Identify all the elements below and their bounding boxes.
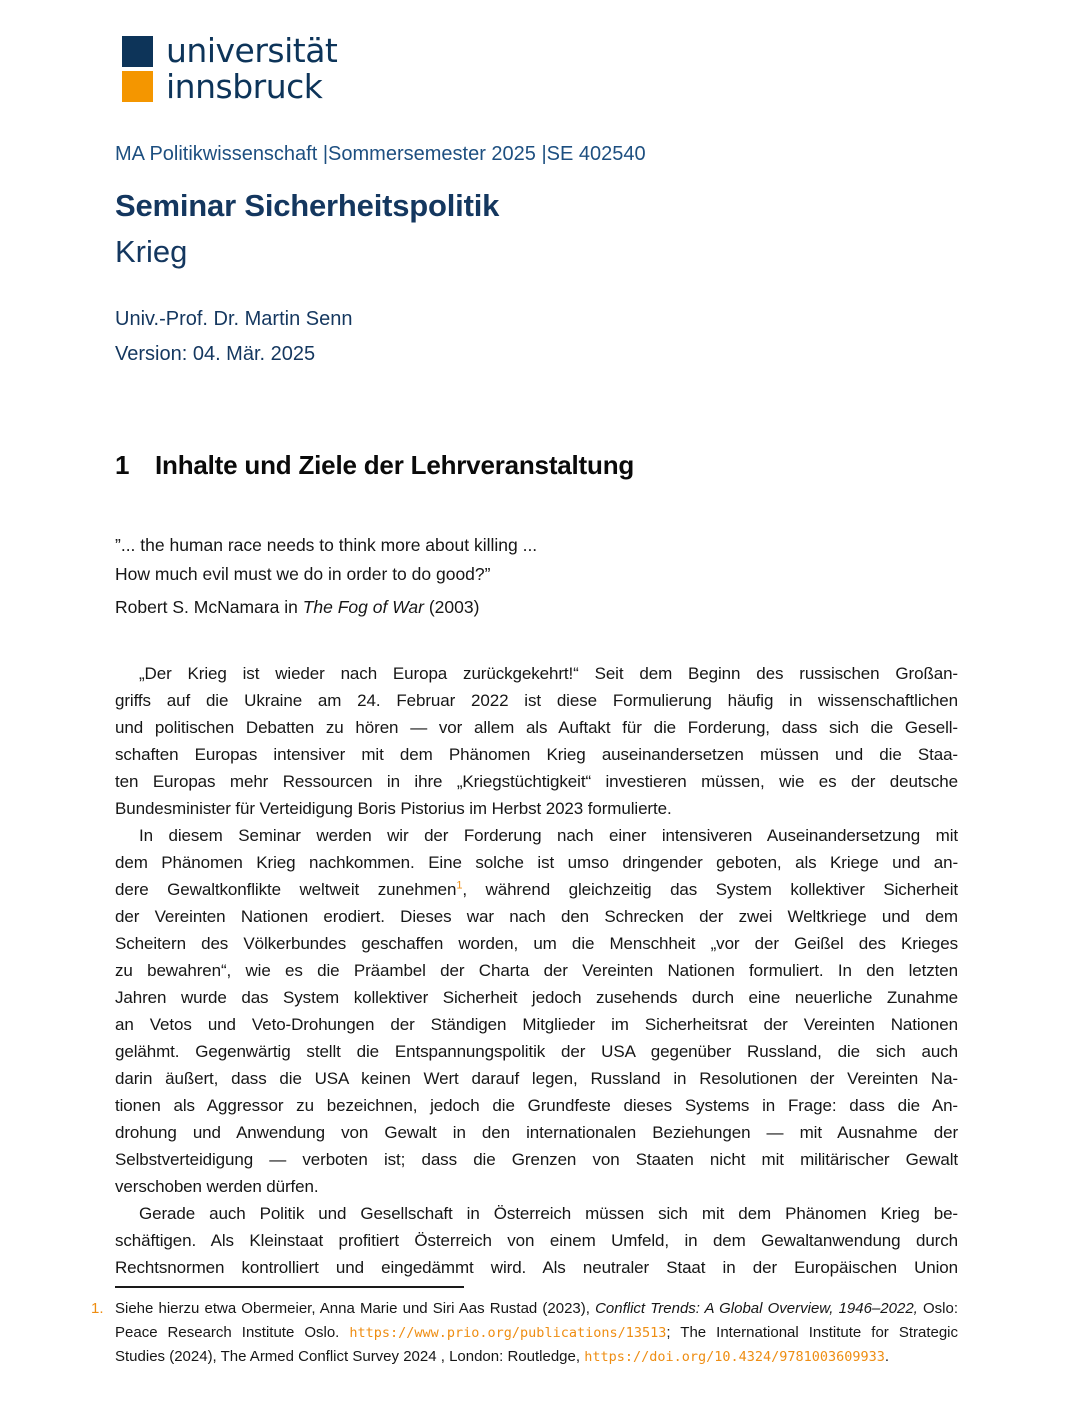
text-line: verschoben werden dürfen.: [115, 1177, 319, 1196]
section-heading: [115, 450, 634, 481]
url-link[interactable]: https://doi.org/10.4324/9781003609933: [584, 1349, 885, 1365]
text-line: ten Europas mehr Ressourcen in ihre „Kriegstüchtigkeit“ investieren müssen, wie es der deutsche: [115, 772, 958, 791]
logo-square-orange-icon: [122, 71, 153, 102]
text-line: darin äußert, dass die USA keinen Wert darauf legen, Russland in Resolutionen der Vereinten Na-: [115, 1069, 958, 1088]
section-title: Inhalte und Ziele der Lehrveranstaltung: [155, 450, 635, 480]
text-line: schaften Europas intensiver mit dem Phänomen Krieg auseinandersetzen müssen und die Staa-: [115, 745, 958, 764]
logo-mark: [122, 36, 153, 105]
logo-wordmark: [166, 33, 337, 105]
footnote-area: [91, 1286, 959, 1369]
text-line: tionen als Aggressor zu bezeichnen, jedoch die Grundfeste dieses Systems in Frage: dass die An-: [115, 1096, 958, 1115]
seminar-subtitle: Krieg: [115, 234, 188, 269]
footnote-ref-link[interactable]: 1: [456, 879, 463, 892]
section-number: 1: [115, 450, 130, 480]
text-line: griffs auf die Ukraine am 24. Februar 2022 ist diese Formulierung häufig in wissenschaftlichen: [115, 691, 958, 710]
text-line: Scheitern des Völkerbundes geschaffen worden, um die Menschheit „vor der Geißel des Krieges: [115, 934, 958, 953]
text-line: drohung und Anwendung von Gewalt in den internationalen Beziehungen — mit Ausnahme der: [115, 1123, 958, 1142]
university-logo: [122, 33, 337, 105]
text-line: gelähmt. Gegenwärtig stellt die Entspannungspolitik der USA gegenüber Russland, die sich auch: [115, 1042, 958, 1061]
url-link[interactable]: https://www.prio.org/publications/13513: [349, 1325, 667, 1341]
italic-text: Conflict Trends: A Global Overview, 1946–2022,: [595, 1300, 918, 1317]
logo-word-line1: universität: [166, 31, 338, 70]
text-line: dem Phänomen Krieg nachkommen. Eine solche ist umso dringender geboten, als Kriege und an-: [115, 853, 958, 872]
text-line: Gerade auch Politik und Gesellschaft in Österreich müssen sich mit dem Phänomen Krieg be-: [139, 1204, 958, 1223]
text-line: Rechtsnormen kontrolliert und eingedämmt wird. Als neutraler Staat in der Europäischen Union: [115, 1258, 958, 1277]
text-line: schäftigen. Als Kleinstaat profitiert Österreich von einem Umfeld, in dem Gewaltanwendung durch: [115, 1231, 958, 1250]
footnote: [91, 1297, 959, 1369]
text-line: dere Gewaltkonflikte weltweit zunehmen$^1$, während gleichzeitig das System kollektiver Sicherheit: [115, 879, 958, 899]
text-line: an Vetos und Veto-Drohungen der Ständigen Mitglieder im Sicherheitsrat der Vereinten Nationen: [115, 1015, 958, 1034]
epigraph-quote: [115, 531, 958, 589]
body-text: [115, 660, 958, 1281]
quote-attribution: Robert S. McNamara in The Fog of War (2003): [115, 597, 480, 617]
author-name: Univ.-Prof. Dr. Martin Senn: [115, 308, 353, 330]
text-line: Selbstverteidigung — verboten ist; dass die Grenzen von Staaten nicht mit militärischer Gewalt: [115, 1150, 958, 1169]
text-line: Jahren wurde das System kollektiver Sicherheit jedoch zusehends durch eine neuerliche Zunahme: [115, 988, 958, 1007]
version-line: Version: 04. Mär. 2025: [115, 343, 316, 365]
text-line: In diesem Seminar werden wir der Forderung nach einer intensiveren Auseinandersetzung mit: [139, 826, 958, 845]
logo-word-line2: innsbruck: [166, 67, 323, 106]
quote-line: ”... the human race needs to think more about killing ...: [115, 535, 538, 555]
text-line: der Vereinten Nationen erodiert. Dieses war nach den Schrecken der zwei Weltkriege und dem: [115, 907, 958, 926]
footnote-rule: [115, 1286, 464, 1288]
logo-square-blue-icon: [122, 36, 153, 67]
quote-line: How much evil must we do in order to do good?”: [115, 564, 491, 584]
text-line: zu bewahren“, wie es die Präambel der Charta der Vereinten Nationen formuliert. In den letzten: [115, 961, 958, 980]
text-line: Bundesminister für Verteidigung Boris Pistorius im Herbst 2023 formulierte.: [115, 799, 672, 818]
italic-text: The Fog of War: [302, 597, 424, 617]
footnote-text: Siehe hierzu etwa Obermeier, Anna Marie und Siri Aas Rustad (2023), Conflict Trends: A Global Overview, 1946–2022, Oslo: Peace Research Institute Oslo. https://www.prio.org/publications/13513; The International Institute for Strategic Studies (2024), The Armed Conflict Survey 2024 , London: Routledge, https://doi.org/10.4324/9781003609933.: [115, 1300, 959, 1365]
text-line: „Der Krieg ist wieder nach Europa zurückgekehrt!“ Seit dem Beginn des russischen Großan-: [139, 664, 958, 683]
footnote-marker: 1.: [91, 1300, 104, 1317]
course-meta-line: MA Politikwissenschaft |Sommersemester 2025 |SE 402540: [115, 143, 646, 165]
seminar-title: Seminar Sicherheitspolitik: [115, 188, 500, 223]
text-line: und politischen Debatten zu hören — vor allem als Auftakt für die Forderung, dass sich die Gesell-: [115, 718, 958, 737]
